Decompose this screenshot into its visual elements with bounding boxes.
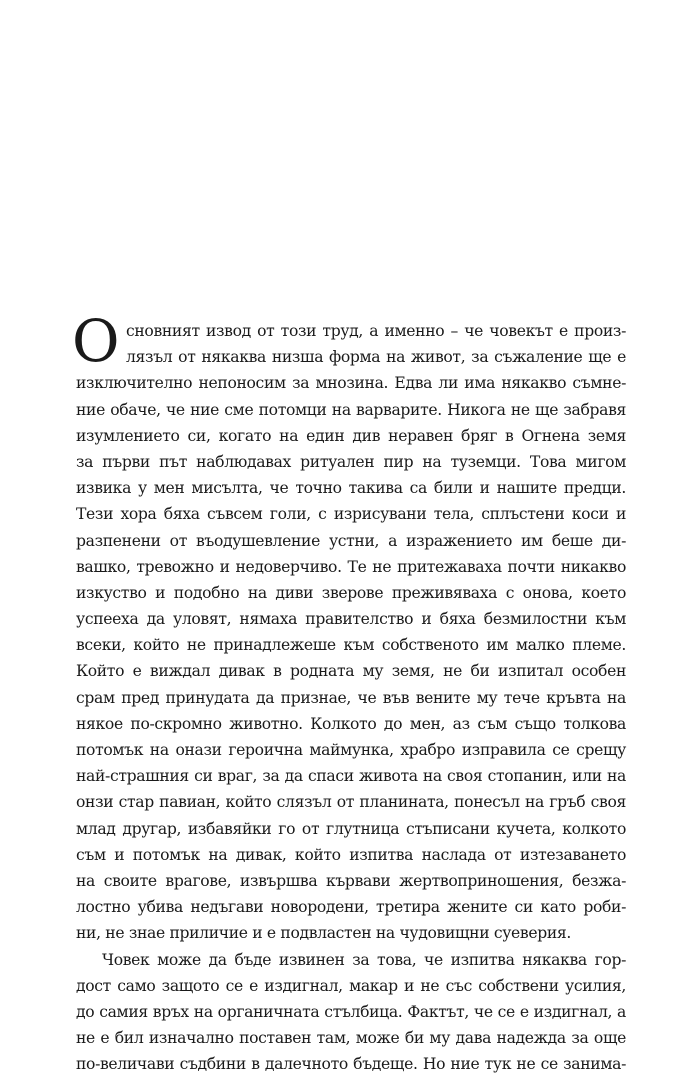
text-line: ни, не знае приличие и е подвластен на чудовищни суеверия. <box>76 920 626 946</box>
text-line: лостно убива недъгави новородени, третира жените си като роби- <box>76 894 626 920</box>
text-line: успееха да уловят, нямаха правителство и бяха безмилостни към <box>76 606 626 632</box>
text-line: изкуство и подобно на диви зверове преживяваха с онова, което <box>76 580 626 606</box>
text-line: изключително непоносим за мнозина. Едва ли има някакво съмне- <box>76 370 626 396</box>
text-line: срам пред принудата да признае, че във вените му тече кръвта на <box>76 685 626 711</box>
text-line: млад другар, избавяйки го от глутница стъписани кучета, колкото <box>76 816 626 842</box>
drop-cap: О <box>72 312 119 370</box>
text-line: не е бил изначално поставен там, може би му дава надежда за още <box>76 1025 626 1051</box>
text-line: до самия връх на органичната стълбица. Фактът, че се е издигнал, а <box>76 999 626 1025</box>
paragraph-2 <box>76 947 626 1077</box>
text-line: изумлението си, когато на един див неравен бряг в Огнена земя <box>76 423 626 449</box>
text-line: Тези хора бяха съвсем голи, с изрисувани тела, сплъстени коси и <box>76 501 626 527</box>
text-line: най-страшния си враг, за да спаси живота на своя стопанин, или на <box>76 763 626 789</box>
text-line: на своите врагове, извършва кървави жертвоприношения, безжа- <box>76 868 626 894</box>
text-line: Който е виждал дивак в родната му земя, не би изпитал особен <box>76 658 626 684</box>
text-line: ние обаче, че ние сме потомци на варварите. Никога не ще забравя <box>76 397 626 423</box>
text-line: Човек може да бъде извинен за това, че изпитва някаква гор- <box>76 947 626 973</box>
text-line: някое по-скромно животно. Колкото до мен, аз съм също толкова <box>76 711 626 737</box>
text-line: всеки, който не принадлежеше към собственото им малко племе. <box>76 632 626 658</box>
text-line: съм и потомък на дивак, който изпитва наслада от изтезаването <box>76 842 626 868</box>
text-line: потомък на онази героична маймунка, храбро изправила се срещу <box>76 737 626 763</box>
text-line: извика у мен мисълта, че точно такива са били и нашите предци. <box>76 475 626 501</box>
body-text <box>76 318 626 1077</box>
text-line: вашко, тревожно и недоверчиво. Те не притежаваха почти никакво <box>76 554 626 580</box>
text-line: дост само защото се е издигнал, макар и не със собствени усилия, <box>76 973 626 999</box>
text-line: разпенени от въодушевление устни, а изражението им беше ди- <box>76 528 626 554</box>
text-line: онзи стар павиан, който слязъл от планината, понесъл на гръб своя <box>76 789 626 815</box>
paragraph-1 <box>76 318 626 947</box>
text-line: за първи път наблюдавах ритуален пир на туземци. Това мигом <box>76 449 626 475</box>
text-line: сновният извод от този труд, а именно – че човекът е произ- <box>76 318 626 344</box>
text-line: лязъл от някаква низша форма на живот, за съжаление ще е <box>76 344 626 370</box>
text-line: по-величави съдбини в далечното бъдеще. Но ние тук не се занима- <box>76 1051 626 1077</box>
